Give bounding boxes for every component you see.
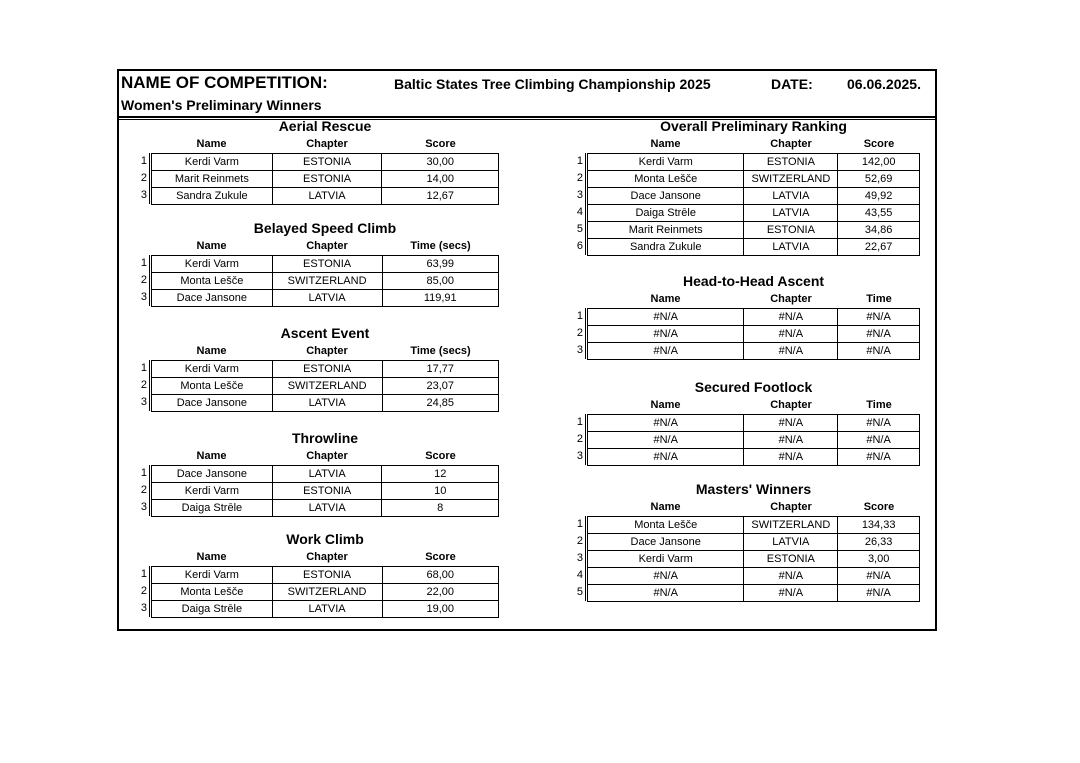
footlock-col-header: Name: [650, 399, 681, 411]
ascent-chapter-cell: LATVIA: [272, 395, 382, 412]
table-row: [588, 239, 920, 256]
masters-name-cell: Monta Lešče: [588, 517, 744, 534]
overall-value-cell: 34,86: [838, 222, 920, 239]
workclimb-value-cell: 22,00: [382, 584, 499, 601]
throwline-name-cell: Daiga Strēle: [152, 500, 273, 517]
table-row: [152, 378, 499, 395]
workclimb-table: [151, 566, 499, 618]
table-row: [588, 568, 920, 585]
footlock-chapter-cell: #N/A: [744, 449, 838, 466]
aerial-chapter-cell: LATVIA: [272, 188, 382, 205]
belayed-col-header: Name: [196, 240, 227, 252]
belayed-value-cell: 119,91: [382, 290, 499, 307]
footlock-value-cell: #N/A: [838, 432, 920, 449]
throwline-rank: 1: [136, 465, 150, 482]
belayed-chapter-cell: ESTONIA: [272, 256, 382, 273]
competition-name: Baltic States Tree Climbing Championship 2025: [394, 76, 711, 92]
throwline-col-header: Score: [425, 450, 456, 462]
table-row: [152, 188, 499, 205]
workclimb-name-cell: Daiga Strēle: [152, 601, 273, 618]
page-subtitle: Women's Preliminary Winners: [121, 97, 322, 113]
table-row: [152, 567, 499, 584]
belayed-name-cell: Monta Lešče: [152, 273, 273, 290]
table-row: [152, 290, 499, 307]
h2h-value-cell: #N/A: [838, 343, 920, 360]
overall-name-cell: Monta Lešče: [588, 171, 744, 188]
overall-table: [587, 153, 920, 256]
overall-name-cell: Sandra Zukule: [588, 239, 744, 256]
aerial-name-cell: Kerdi Varm: [152, 154, 273, 171]
masters-chapter-cell: #N/A: [744, 585, 838, 602]
ascent-value-cell: 23,07: [382, 378, 498, 395]
aerial-col-header: Score: [425, 138, 456, 150]
masters-value-cell: 134,33: [838, 517, 920, 534]
belayed-rank: 2: [136, 272, 150, 289]
overall-chapter-cell: SWITZERLAND: [744, 171, 838, 188]
table-row: [588, 309, 920, 326]
throwline-value-cell: 8: [382, 500, 499, 517]
table-row: [152, 154, 499, 171]
workclimb-title: Work Climb: [286, 531, 364, 547]
throwline-value-cell: 10: [382, 483, 499, 500]
ascent-rank: 1: [136, 360, 150, 377]
workclimb-chapter-cell: ESTONIA: [272, 567, 382, 584]
table-row: [152, 601, 499, 618]
h2h-rank: 2: [572, 325, 586, 342]
table-row: [152, 483, 499, 500]
masters-rank: 4: [572, 567, 586, 584]
masters-rank: 1: [572, 516, 586, 533]
belayed-col-header: Time (secs): [410, 240, 471, 252]
masters-chapter-cell: LATVIA: [744, 534, 838, 551]
footlock-rank: 3: [572, 448, 586, 465]
belayed-value-cell: 63,99: [382, 256, 499, 273]
table-row: [588, 154, 920, 171]
overall-value-cell: 52,69: [838, 171, 920, 188]
aerial-col-header: Name: [196, 138, 227, 150]
ascent-chapter-cell: SWITZERLAND: [272, 378, 382, 395]
ascent-table: [151, 360, 499, 412]
overall-rank: 1: [572, 153, 586, 170]
h2h-chapter-cell: #N/A: [744, 326, 838, 343]
aerial-value-cell: 14,00: [382, 171, 499, 188]
throwline-table: [151, 465, 499, 517]
overall-value-cell: 49,92: [838, 188, 920, 205]
belayed-value-cell: 85,00: [382, 273, 499, 290]
masters-chapter-cell: #N/A: [744, 568, 838, 585]
workclimb-col-header: Name: [196, 551, 227, 563]
throwline-chapter-cell: LATVIA: [272, 466, 382, 483]
overall-rank: 3: [572, 187, 586, 204]
table-row: [152, 466, 499, 483]
throwline-title: Throwline: [291, 430, 359, 446]
aerial-value-cell: 12,67: [382, 188, 499, 205]
belayed-col-header: Chapter: [306, 240, 348, 252]
workclimb-value-cell: 19,00: [382, 601, 499, 618]
aerial-title: Aerial Rescue: [278, 118, 372, 134]
throwline-rank: 2: [136, 482, 150, 499]
masters-value-cell: 3,00: [838, 551, 920, 568]
table-row: [588, 171, 920, 188]
table-row: [588, 449, 920, 466]
ascent-name-cell: Dace Jansone: [152, 395, 273, 412]
aerial-chapter-cell: ESTONIA: [272, 154, 382, 171]
footlock-name-cell: #N/A: [588, 449, 744, 466]
footlock-name-cell: #N/A: [588, 432, 744, 449]
h2h-chapter-cell: #N/A: [744, 343, 838, 360]
workclimb-value-cell: 68,00: [382, 567, 499, 584]
table-row: [588, 205, 920, 222]
h2h-col-header: Time: [866, 293, 892, 305]
workclimb-rank: 3: [136, 600, 150, 617]
throwline-chapter-cell: ESTONIA: [272, 483, 382, 500]
aerial-table: [151, 153, 499, 205]
overall-chapter-cell: LATVIA: [744, 205, 838, 222]
belayed-name-cell: Kerdi Varm: [152, 256, 273, 273]
overall-chapter-cell: LATVIA: [744, 239, 838, 256]
throwline-rank: 3: [136, 499, 150, 516]
h2h-title: Head-to-Head Ascent: [682, 273, 825, 289]
overall-name-cell: Kerdi Varm: [588, 154, 744, 171]
table-row: [152, 273, 499, 290]
belayed-rank: 1: [136, 255, 150, 272]
h2h-table: [587, 308, 920, 360]
footlock-col-header: Chapter: [770, 399, 812, 411]
ascent-name-cell: Kerdi Varm: [152, 361, 273, 378]
masters-col-header: Chapter: [770, 501, 812, 513]
belayed-name-cell: Dace Jansone: [152, 290, 273, 307]
workclimb-rank: 1: [136, 566, 150, 583]
overall-chapter-cell: LATVIA: [744, 188, 838, 205]
aerial-name-cell: Sandra Zukule: [152, 188, 273, 205]
overall-col-header: Chapter: [770, 138, 812, 150]
ascent-col-header: Name: [196, 345, 227, 357]
ascent-value-cell: 17,77: [382, 361, 498, 378]
h2h-col-header: Chapter: [770, 293, 812, 305]
masters-name-cell: #N/A: [588, 568, 744, 585]
footlock-name-cell: #N/A: [588, 415, 744, 432]
h2h-rank: 1: [572, 308, 586, 325]
masters-rank: 5: [572, 584, 586, 601]
overall-name-cell: Daiga Strēle: [588, 205, 744, 222]
overall-chapter-cell: ESTONIA: [744, 154, 838, 171]
overall-title: Overall Preliminary Ranking: [660, 118, 847, 134]
masters-name-cell: Dace Jansone: [588, 534, 744, 551]
throwline-name-cell: Dace Jansone: [152, 466, 273, 483]
footlock-chapter-cell: #N/A: [744, 415, 838, 432]
aerial-rank: 2: [136, 170, 150, 187]
footlock-value-cell: #N/A: [838, 415, 920, 432]
masters-table: [587, 516, 920, 602]
table-row: [152, 500, 499, 517]
table-row: [588, 432, 920, 449]
belayed-title: Belayed Speed Climb: [253, 220, 397, 236]
footlock-rank: 2: [572, 431, 586, 448]
masters-rank: 2: [572, 533, 586, 550]
workclimb-chapter-cell: LATVIA: [272, 601, 382, 618]
table-row: [588, 534, 920, 551]
table-row: [588, 551, 920, 568]
aerial-col-header: Chapter: [306, 138, 348, 150]
masters-value-cell: 26,33: [838, 534, 920, 551]
workclimb-name-cell: Monta Lešče: [152, 584, 273, 601]
masters-value-cell: #N/A: [838, 568, 920, 585]
aerial-chapter-cell: ESTONIA: [272, 171, 382, 188]
ascent-chapter-cell: ESTONIA: [272, 361, 382, 378]
table-row: [588, 326, 920, 343]
h2h-col-header: Name: [650, 293, 681, 305]
overall-rank: 2: [572, 170, 586, 187]
overall-value-cell: 43,55: [838, 205, 920, 222]
table-row: [588, 188, 920, 205]
overall-rank: 5: [572, 221, 586, 238]
ascent-name-cell: Monta Lešče: [152, 378, 273, 395]
table-row: [588, 585, 920, 602]
aerial-name-cell: Marit Reinmets: [152, 171, 273, 188]
workclimb-col-header: Score: [425, 551, 456, 563]
throwline-chapter-cell: LATVIA: [272, 500, 382, 517]
workclimb-col-header: Chapter: [306, 551, 348, 563]
h2h-name-cell: #N/A: [588, 326, 744, 343]
h2h-value-cell: #N/A: [838, 309, 920, 326]
masters-value-cell: #N/A: [838, 585, 920, 602]
masters-chapter-cell: SWITZERLAND: [744, 517, 838, 534]
belayed-chapter-cell: SWITZERLAND: [272, 273, 382, 290]
h2h-name-cell: #N/A: [588, 343, 744, 360]
ascent-rank: 3: [136, 394, 150, 411]
overall-name-cell: Dace Jansone: [588, 188, 744, 205]
workclimb-chapter-cell: SWITZERLAND: [272, 584, 382, 601]
throwline-value-cell: 12: [382, 466, 499, 483]
table-row: [152, 256, 499, 273]
footlock-title: Secured Footlock: [694, 379, 813, 395]
table-row: [588, 517, 920, 534]
footlock-rank: 1: [572, 414, 586, 431]
competition-label: NAME OF COMPETITION:: [121, 73, 328, 92]
table-row: [152, 584, 499, 601]
h2h-value-cell: #N/A: [838, 326, 920, 343]
overall-chapter-cell: ESTONIA: [744, 222, 838, 239]
aerial-rank: 3: [136, 187, 150, 204]
aerial-rank: 1: [136, 153, 150, 170]
overall-rank: 6: [572, 238, 586, 255]
h2h-rank: 3: [572, 342, 586, 359]
h2h-chapter-cell: #N/A: [744, 309, 838, 326]
table-row: [588, 415, 920, 432]
belayed-chapter-cell: LATVIA: [272, 290, 382, 307]
date-label: DATE:: [771, 76, 813, 92]
overall-value-cell: 142,00: [838, 154, 920, 171]
masters-col-header: Score: [863, 501, 895, 513]
h2h-name-cell: #N/A: [588, 309, 744, 326]
footlock-value-cell: #N/A: [838, 449, 920, 466]
overall-rank: 4: [572, 204, 586, 221]
masters-name-cell: #N/A: [588, 585, 744, 602]
belayed-table: [151, 255, 499, 307]
overall-name-cell: Marit Reinmets: [588, 222, 744, 239]
overall-col-header: Name: [650, 138, 681, 150]
ascent-title: Ascent Event: [280, 325, 370, 341]
footlock-table: [587, 414, 920, 466]
masters-title: Masters' Winners: [695, 481, 812, 497]
ascent-value-cell: 24,85: [382, 395, 498, 412]
ascent-col-header: Time (secs): [410, 345, 471, 357]
table-row: [152, 361, 499, 378]
belayed-rank: 3: [136, 289, 150, 306]
ascent-rank: 2: [136, 377, 150, 394]
masters-chapter-cell: ESTONIA: [744, 551, 838, 568]
aerial-value-cell: 30,00: [382, 154, 499, 171]
masters-rank: 3: [572, 550, 586, 567]
overall-value-cell: 22,67: [838, 239, 920, 256]
table-row: [152, 171, 499, 188]
workclimb-rank: 2: [136, 583, 150, 600]
workclimb-name-cell: Kerdi Varm: [152, 567, 273, 584]
masters-col-header: Name: [650, 501, 681, 513]
throwline-name-cell: Kerdi Varm: [152, 483, 273, 500]
throwline-col-header: Name: [196, 450, 227, 462]
date-value: 06.06.2025.: [847, 76, 921, 92]
ascent-col-header: Chapter: [306, 345, 348, 357]
table-row: [588, 343, 920, 360]
footlock-chapter-cell: #N/A: [744, 432, 838, 449]
footlock-col-header: Time: [866, 399, 892, 411]
masters-name-cell: Kerdi Varm: [588, 551, 744, 568]
throwline-col-header: Chapter: [306, 450, 348, 462]
overall-col-header: Score: [863, 138, 895, 150]
table-row: [152, 395, 499, 412]
table-row: [588, 222, 920, 239]
